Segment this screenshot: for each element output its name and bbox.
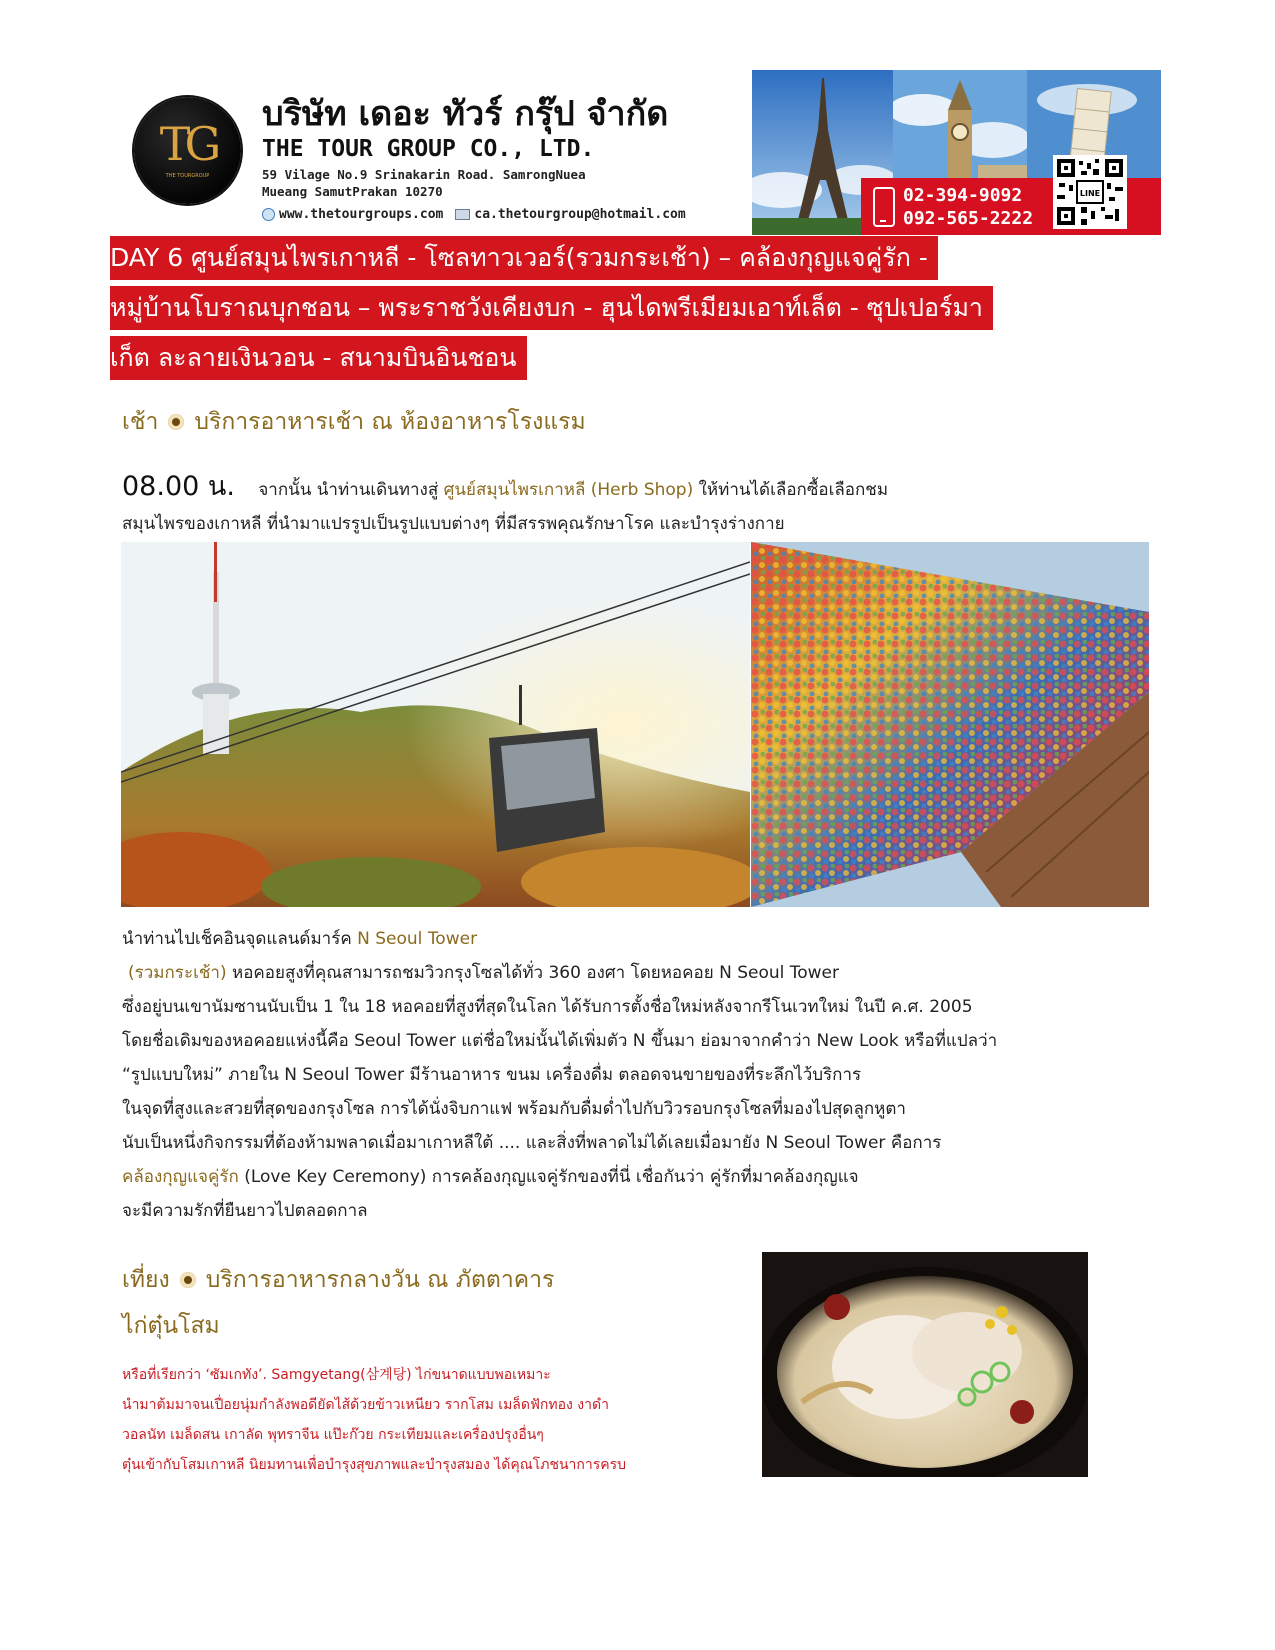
lunch-desc-line-1: หรือที่เรียกว่า ‘ซัมเกทัง’. Samgyetang(삼계탕) ไก่ขนาดแบบพอเหมาะ — [122, 1367, 551, 1383]
address-line-1: 59 Vilage No.9 Srinakarin Road. SamrongNuea — [262, 167, 586, 182]
samgyetang-soup-photo — [762, 1252, 1088, 1477]
lunch-desc-line-4: ตุ๋นเข้ากับโสมเกาหลี นิยมทานเพื่อบำรุงสุขภาพและบำรุงสมอง ได้คุณโภชนาการครบ — [122, 1457, 627, 1473]
day-title-line-3: เก็ต ละลายเงินวอน - สนามบินอินชอน — [110, 336, 527, 380]
company-name-english: THE TOUR GROUP CO., LTD. — [262, 136, 595, 162]
tower-line-3: ซึ่งอยู่บนเขานัมซานนับเป็น 1 ใน 18 หอคอยที่สูงที่สุดในโลก ได้รับการตั้งชื่อใหม่หลังจากรีโนเวทใหม่ ในปี ค.ศ. 2005 — [122, 997, 973, 1017]
tower-line-6: ในจุดที่สูงและสวยที่สุดของกรุงโซล การได้นั่งจิบกาแฟ พร้อมกับดื่มด่ำไปกับวิวรอบกรุงโซลที่มองไปสุดลูกหูตา — [122, 1099, 906, 1119]
company-logo — [134, 97, 241, 204]
phone-number-1[interactable]: 02-394-9092 — [903, 185, 1023, 206]
tower-line-8-text: (Love Key Ceremony) การคล้องกุญแจคู่รักของที่นี่ เชื่อกันว่า คู่รักที่มาคล้องกุญแจ — [244, 1167, 859, 1187]
mobile-phone-icon — [873, 187, 895, 227]
header-banner-image — [752, 70, 1161, 235]
tower-line-2-text: หอคอยสูงที่คุณสามารถชมวิวกรุงโซลได้ทั่ว 360 องศา โดยหอคอย N Seoul Tower — [232, 963, 840, 983]
herb-shop-highlight: ศูนย์สมุนไพรเกาหลี (Herb Shop) — [443, 480, 694, 500]
tower-line-2 — [128, 959, 839, 986]
morning-time: 08.00 น. — [122, 471, 235, 502]
lunch-text: บริการอาหารกลางวัน ณ ภัตตาคาร — [205, 1267, 555, 1293]
breakfast-heading — [122, 404, 586, 440]
morning-line-2: สมุนไพรของเกาหลี ที่นำมาแปรรูปเป็นรูปแบบต่างๆ ที่มีสรรพคุณรักษาโรค และบำรุงร่างกาย — [122, 514, 785, 534]
meal-icon — [180, 1272, 196, 1288]
tower-line-4: โดยชื่อเดิมของหอคอยแห่งนี้คือ Seoul Tower แต่ชื่อใหม่นั้นได้เพิ่มตัว N ขึ้นมา ย่อมาจากคำว่า New Look หรือที่แปลว่า — [122, 1031, 998, 1051]
lunch-dish-name: ไก่ตุ๋นโสม — [122, 1313, 220, 1339]
breakfast-text: บริการอาหารเช้า ณ ห้องอาหารโรงแรม — [194, 409, 586, 435]
lunch-desc-line-2: นำมาต้มมาจนเปื่อยนุ่มกำลังพอดียัดไส้ด้วยข้าวเหนียว รากโสม เมล็ดฟักทอง งาดำ — [122, 1397, 609, 1413]
tower-line-1-text: นำท่านไปเช็คอินจุดแลนด์มาร์ค — [122, 929, 352, 949]
logo-caption: THE TOURGROUP — [165, 173, 210, 179]
breakfast-label: เช้า — [122, 409, 159, 435]
tower-line-7: นับเป็นหนึ่งกิจกรรมที่ต้องห้ามพลาดเมื่อมาเกาหลีใต้ .... และสิ่งที่พลาดไม่ได้เลยเมื่อมายัง N Seoul Tower คือการ — [122, 1133, 942, 1153]
love-locks-photo — [751, 542, 1149, 907]
day-title-line-1: DAY 6 ศูนย์สมุนไพรเกาหลี - โซลทาวเวอร์(รวมกระเช้า) – คล้องกุญแจคู่รัก - — [110, 236, 938, 280]
lunch-heading — [122, 1262, 554, 1298]
tower-line-1 — [122, 925, 477, 952]
meal-icon — [168, 414, 184, 430]
love-key-highlight: คล้องกุญแจคู่รัก — [122, 1167, 239, 1187]
line-qr-code-icon[interactable] — [1053, 155, 1127, 229]
email-link[interactable]: ca.thetourgroup@hotmail.com — [474, 207, 686, 222]
n-seoul-tower-highlight: N Seoul Tower — [357, 929, 478, 949]
logo-monogram: TG — [159, 117, 216, 171]
website-link[interactable]: www.thetourgroups.com — [279, 207, 444, 222]
morning-rest: ให้ท่านได้เลือกซื้อเลือกชม — [698, 480, 889, 500]
qr-line-label: LINE — [1079, 189, 1101, 198]
phone-number-2[interactable]: 092-565-2222 — [903, 208, 1034, 229]
cable-car-included-highlight: (รวมกระเช้า) — [128, 963, 227, 983]
tower-line-8 — [122, 1163, 859, 1190]
morning-line-1 — [122, 464, 888, 507]
address-line-2: Mueang SamutPrakan 10270 — [262, 184, 443, 199]
n-seoul-tower-cable-car-photo — [121, 542, 750, 907]
company-name-thai: บริษัท เดอะ ทัวร์ กรุ๊ป จำกัด — [262, 94, 669, 134]
tower-line-5: “รูปแบบใหม่” ภายใน N Seoul Tower มีร้านอาหาร ขนม เครื่องดื่ม ตลอดจนขายของที่ระลึกไว้บริการ — [122, 1065, 862, 1085]
morning-intro: จากนั้น นำท่านเดินทางสู่ — [258, 480, 439, 500]
lunch-desc-line-3: วอลนัท เมล็ดสน เกาลัด พุทราจีน แป๊ะก๊วย กระเทียมและเครื่องปรุงอื่นๆ — [122, 1427, 544, 1443]
day-title-line-2: หมู่บ้านโบราณบุกชอน – พระราชวังเคียงบก - ฮุนไดพรีเมียมเอาท์เล็ต - ซุปเปอร์มา — [110, 286, 993, 330]
contact-line — [262, 207, 686, 222]
globe-icon — [262, 208, 275, 221]
mail-icon — [455, 209, 470, 220]
tower-line-9: จะมีความรักที่ยืนยาวไปตลอดกาล — [122, 1201, 368, 1221]
lunch-label: เที่ยง — [122, 1267, 170, 1293]
